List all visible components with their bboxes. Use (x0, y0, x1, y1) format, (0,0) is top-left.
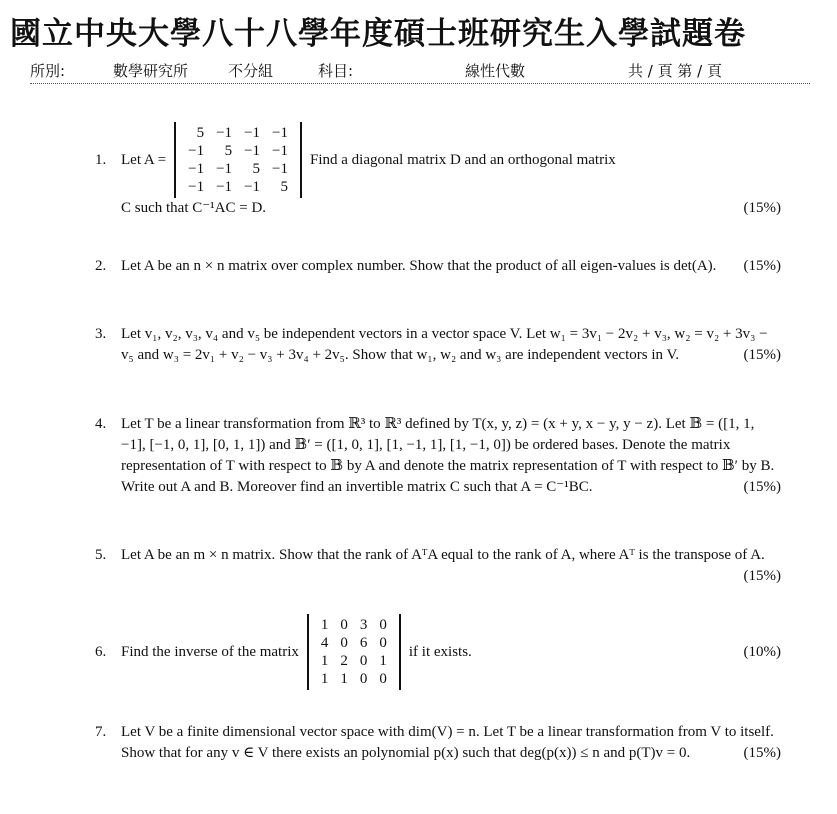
problem-number: 4. (95, 416, 107, 432)
problem-2 (95, 256, 781, 277)
problem-points: (15%) (743, 200, 781, 216)
problem-1 (95, 122, 781, 219)
subject-label: 科目: (318, 62, 354, 80)
problem-number: 7. (95, 724, 107, 740)
problem-text-line2: C such that C⁻¹AC = D. (121, 200, 267, 216)
subject-value: 線性代數 (465, 62, 526, 80)
problem-4 (95, 414, 781, 498)
problem-text: Let T be a linear transformation from ℝ³ to ℝ³ defined by T(x, y, z) = (x + y, x − y, y − z). Let 𝔹 = ([1, 1, −1], [−1, 0, 1], [0, 1, 1]) and 𝔹′ = ([1, 0, 1], [1, −1, 1], [1, −1, 0]) be ordered bases. Denote the matrix representation of T with respect to 𝔹 by A and denote the matrix representation of T with respect to 𝔹′ by B. Write out A and B. Moreover find an invertible matrix C such that A = C⁻¹BC. (121, 416, 775, 495)
problem-text: if it exists. (408, 643, 472, 660)
matrix-a: 5 −1 −1 −1 −1 5 −1 −1 −1 −1 5 −1 −1 −1 −1 5 (174, 122, 302, 198)
dept-label: 所別: (30, 62, 66, 80)
problem-number: 6. (95, 643, 107, 660)
exam-title: 國立中央大學八十八學年度碩士班研究生入學試題卷 (10, 16, 746, 52)
header-divider (30, 83, 810, 84)
problem-number: 3. (95, 326, 107, 342)
page-info: 共 / 頁 第 / 頁 (628, 62, 722, 80)
problem-points: (10%) (743, 643, 781, 660)
problem-lead: Let A = (121, 151, 167, 168)
problem-text: Let A be an m × n matrix. Show that the rank of AᵀA equal to the rank of A, where Aᵀ is the transpose of A. (121, 547, 765, 563)
problem-3 (95, 324, 781, 366)
problem-6 (95, 614, 781, 690)
problem-text: Let A be an n × n matrix over complex number. Show that the product of all eigen-values is det(A). (121, 258, 717, 274)
problem-number: 1. (95, 151, 107, 168)
problem-text: Let v₁, v₂, v₃, v₄ and v₅ be independent vectors in a vector space V. Let w₁ = 3v₁ − 2v₂ + v₃, w₂ = v₂ + 3v₃ − v₅ and w₃ = 2v₁ + v₂ − v₃ + 3v₄ + 2v₅. Show that w₁, w₂ and w₃ are independent vectors in V. (121, 326, 768, 363)
problem-points: (15%) (743, 745, 781, 761)
matrix-inverse-target: 1 0 3 0 4 0 6 0 1 2 0 1 1 1 0 0 (307, 614, 401, 690)
problem-points: (15%) (743, 568, 781, 584)
problem-points: (15%) (743, 258, 781, 274)
problem-7 (95, 722, 781, 764)
problem-points: (15%) (743, 479, 781, 495)
problem-points: (15%) (743, 347, 781, 363)
problem-5 (95, 545, 781, 587)
problem-number: 2. (95, 258, 107, 274)
group-value: 不分組 (228, 62, 274, 80)
problem-lead: Find the inverse of the matrix (121, 643, 299, 660)
problem-text: Find a diagonal matrix D and an orthogonal matrix (310, 151, 616, 168)
problem-text: Let V be a finite dimensional vector space with dim(V) = n. Let T be a linear transformation from V to itself. Show that for any v ∈ V there exists an polynomial p(x) such that deg(p(x)) ≤ n and p(T)v = 0. (121, 724, 774, 761)
problem-number: 5. (95, 547, 107, 563)
dept-value: 數學研究所 (113, 62, 189, 80)
